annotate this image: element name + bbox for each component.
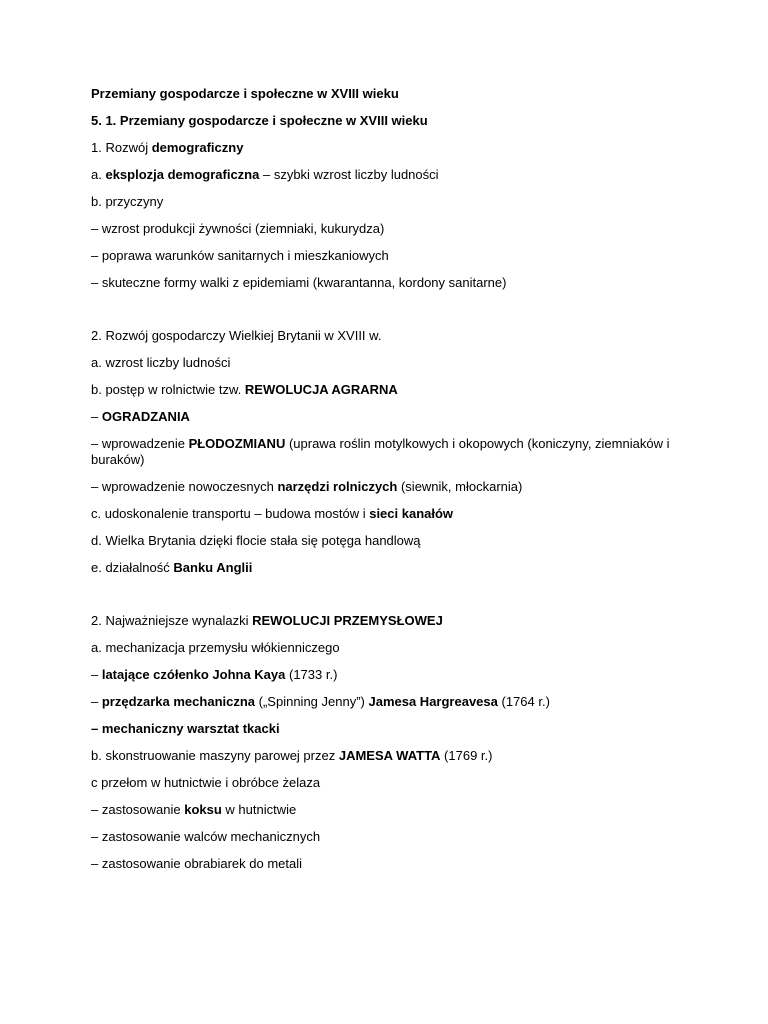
bold-text: koksu xyxy=(184,802,222,817)
text-run: e. działalność xyxy=(91,560,174,575)
text-run: 1. Rozwój xyxy=(91,140,152,155)
text-run: – zastosowanie obrabiarek do metali xyxy=(91,856,303,871)
text-run: (siewnik, młockarnia) xyxy=(397,479,523,494)
text-line xyxy=(91,802,708,818)
bold-text: latające czółenko Johna Kaya xyxy=(101,667,286,682)
text-run: d. Wielka Brytania dzięki flocie stała się potęga handlową xyxy=(91,533,421,548)
text-line xyxy=(91,640,708,656)
text-line xyxy=(91,829,708,845)
text-run: w hutnictwie xyxy=(221,802,297,817)
text-line xyxy=(91,436,708,468)
text-line xyxy=(91,506,708,522)
text-line xyxy=(91,113,708,129)
text-run: b. postęp w rolnictwie tzw. xyxy=(91,382,245,397)
bold-text: przędzarka mechaniczna xyxy=(101,694,256,709)
text-run: (1733 r.) xyxy=(285,667,338,682)
text-line xyxy=(91,140,708,156)
text-run: b. skonstruowanie maszyny parowej przez xyxy=(91,748,339,763)
text-line xyxy=(91,221,708,237)
text-line xyxy=(91,248,708,264)
text-run: – wprowadzenie nowoczesnych xyxy=(91,479,278,494)
text-line xyxy=(91,775,708,791)
text-line xyxy=(91,694,708,710)
text-run: – szybki wzrost liczby ludności xyxy=(259,167,439,182)
text-run: a. wzrost liczby ludności xyxy=(91,355,231,370)
bold-text: – mechaniczny warsztat tkacki xyxy=(91,721,280,736)
bold-text: JAMESA WATTA xyxy=(338,748,441,763)
text-run: – xyxy=(91,694,102,709)
bold-text: Jamesa Hargreavesa xyxy=(368,694,498,709)
text-run: – zastosowanie walców mechanicznych xyxy=(91,829,321,844)
text-run: a. xyxy=(91,167,106,182)
text-line xyxy=(91,328,708,344)
text-run: a. mechanizacja przemysłu włókienniczego xyxy=(91,640,340,655)
bold-text: OGRADZANIA xyxy=(101,409,190,424)
text-line xyxy=(91,667,708,683)
bold-text: narzędzi rolniczych xyxy=(277,479,398,494)
text-run: – poprawa warunków sanitarnych i mieszkaniowych xyxy=(91,248,389,263)
text-line xyxy=(91,748,708,764)
text-line xyxy=(91,613,708,629)
bold-text: REWOLUCJA AGRARNA xyxy=(244,382,398,397)
text-run: („Spinning Jenny”) xyxy=(255,694,369,709)
text-run: (1764 r.) xyxy=(497,694,550,709)
text-run: – wzrost produkcji żywności (ziemniaki, kukurydza) xyxy=(91,221,385,236)
text-run: (1769 r.) xyxy=(440,748,493,763)
text-run: (uprawa roślin motylkowych i okopowych (koniczyny, ziemniaków i buraków) xyxy=(91,436,670,467)
bold-text: 5. 1. Przemiany gospodarcze i społeczne w XVIII wieku xyxy=(91,113,428,128)
text-line xyxy=(91,167,708,183)
text-run: – xyxy=(91,667,102,682)
bold-text: demograficzny xyxy=(151,140,244,155)
text-run: – zastosowanie xyxy=(91,802,185,817)
text-run: b. przyczyny xyxy=(91,194,164,209)
text-line xyxy=(91,721,708,737)
bold-text: sieci kanałów xyxy=(369,506,454,521)
text-run: – xyxy=(91,409,102,424)
text-run: – wprowadzenie xyxy=(91,436,189,451)
text-line xyxy=(91,355,708,371)
text-run: c. udoskonalenie transportu – budowa mostów i xyxy=(91,506,370,521)
text-run: 2. Rozwój gospodarczy Wielkiej Brytanii w XVIII w. xyxy=(91,328,382,343)
text-line xyxy=(91,382,708,398)
text-line xyxy=(91,856,708,872)
bold-text: Przemiany gospodarcze i społeczne w XVIII wieku xyxy=(91,86,399,101)
text-line xyxy=(91,479,708,495)
bold-text: REWOLUCJI PRZEMYSŁOWEJ xyxy=(252,613,443,628)
text-line xyxy=(91,275,708,291)
text-run: c przełom w hutnictwie i obróbce żelaza xyxy=(91,775,321,790)
bold-text: Banku Anglii xyxy=(173,560,253,575)
text-run: – skuteczne formy walki z epidemiami (kwarantanna, kordony sanitarne) xyxy=(91,275,507,290)
document-title xyxy=(91,86,708,102)
text-line xyxy=(91,409,708,425)
text-line xyxy=(91,194,708,210)
bold-text: PŁODOZMIANU xyxy=(188,436,286,451)
text-line xyxy=(91,560,708,576)
text-run: 2. Najważniejsze wynalazki xyxy=(91,613,253,628)
text-line xyxy=(91,533,708,549)
bold-text: eksplozja demograficzna xyxy=(105,167,260,182)
paragraph-gap xyxy=(91,587,708,613)
paragraph-gap xyxy=(91,302,708,328)
